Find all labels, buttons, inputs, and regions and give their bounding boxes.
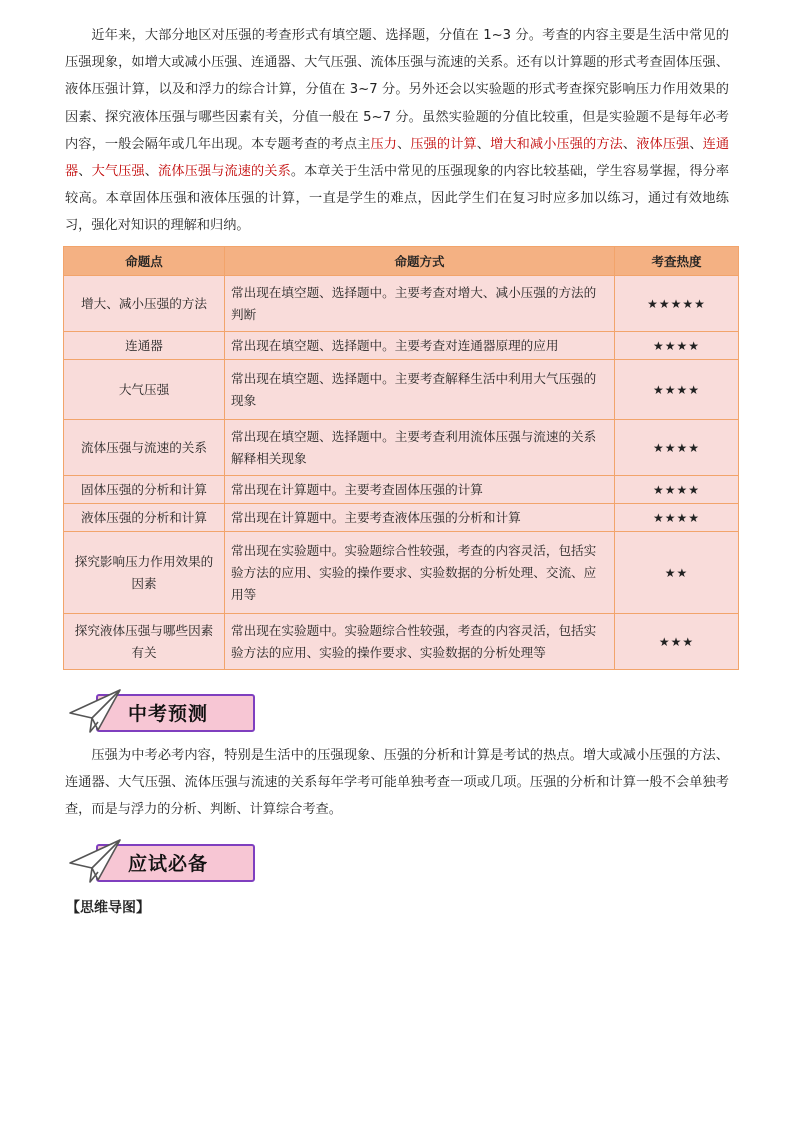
keypoint-sep-3: 、 [622, 136, 637, 152]
table-row [64, 360, 739, 420]
row-method: 常出现在计算题中。主要考查液体压强的分析和计算 [225, 504, 615, 532]
keypoint-sep-4: 、 [689, 136, 703, 152]
table-row [64, 420, 739, 476]
keypoint-sep-1: 、 [397, 136, 411, 152]
keypoint-3: 增大和减小压强的方法 [490, 136, 623, 152]
keypoint-5: 连通器 [65, 136, 730, 180]
row-method: 常出现在实验题中。实验题综合性较强，考查的内容灵活，包括实验方法的应用、实验的操作要求、实验数据的分析处理、交流、应用等 [225, 532, 615, 614]
keypoint-sep-2: 、 [476, 136, 491, 152]
row-heat: ★★★★ [615, 360, 739, 420]
row-heat: ★★★★★ [615, 276, 739, 332]
row-point: 探究影响压力作用效果的因素 [64, 532, 225, 614]
row-heat: ★★ [615, 532, 739, 614]
table-row [64, 532, 739, 614]
row-point: 流体压强与流速的关系 [64, 420, 225, 476]
header-heat: 考查热度 [615, 247, 739, 276]
row-point: 固体压强的分析和计算 [64, 476, 225, 504]
row-method: 常出现在填空题、选择题中。主要考查解释生活中利用大气压强的现象 [225, 360, 615, 420]
row-method: 常出现在填空题、选择题中。主要考查对连通器原理的应用 [225, 332, 615, 360]
table-row [64, 276, 739, 332]
section-banner-forecast [68, 686, 258, 738]
section-banner-prep [68, 836, 258, 888]
row-heat: ★★★★ [615, 332, 739, 360]
table-row [64, 614, 739, 670]
keypoint-6: 大气压强 [91, 164, 145, 180]
section-title-forecast: 中考预测 [128, 703, 209, 725]
exam-topics-table [63, 246, 739, 670]
header-point: 命题点 [64, 247, 225, 276]
table-header-row [64, 247, 739, 276]
paper-plane-icon [68, 686, 128, 738]
row-method: 常出现在实验题中。实验题综合性较强，考查的内容灵活，包括实验方法的应用、实验的操作要求、实验数据的分析处理等 [225, 614, 615, 670]
table-row [64, 332, 739, 360]
paper-plane-icon [68, 836, 128, 888]
row-method: 常出现在计算题中。主要考查固体压强的计算 [225, 476, 615, 504]
section-title-prep: 应试必备 [128, 853, 209, 875]
row-point: 增大、减小压强的方法 [64, 276, 225, 332]
row-heat: ★★★★ [615, 476, 739, 504]
mindmap-label: 【思维导图】 [66, 900, 150, 916]
keypoint-2: 压强的计算 [410, 136, 477, 152]
row-heat: ★★★ [615, 614, 739, 670]
row-point: 连通器 [64, 332, 225, 360]
header-method: 命题方式 [225, 247, 615, 276]
keypoint-1: 压力 [370, 136, 398, 152]
keypoint-sep-6: 、 [144, 164, 159, 180]
keypoint-7: 流体压强与流速的关系 [158, 164, 291, 180]
forecast-paragraph: 压强为中考必考内容，特别是生活中的压强现象、压强的分析和计算是考试的热点。增大或减小压强的方法、连通器、大气压强、流体压强与流速的关系每年学考可能单独考查一项或几项。压强的分析和计算一般不会单独考查，而是与浮力的分析、判断、计算综合考查。 [65, 748, 729, 818]
row-method: 常出现在填空题、选择题中。主要考查对增大、减小压强的方法的判断 [225, 276, 615, 332]
row-heat: ★★★★ [615, 504, 739, 532]
row-method: 常出现在填空题、选择题中。主要考查利用流体压强与流速的关系解释相关现象 [225, 420, 615, 476]
table-row [64, 504, 739, 532]
row-point: 探究液体压强与哪些因素有关 [64, 614, 225, 670]
row-point: 大气压强 [64, 360, 225, 420]
intro-paragraph [65, 22, 729, 240]
row-point: 液体压强的分析和计算 [64, 504, 225, 532]
intro-text-1: 近年来，大部分地区对压强的考查形式有填空题、选择题，分值在 1~3 分。考查的内容主要是生活中常见的压强现象，如增大或减小压强、连通器、大气压强、流体压强与流速的关系。还有以计算题的形式考查固体压强、液体压强计算，以及和浮力的综合计算，分值在 3~7 分。另外还会以实验题的形式考查探究影响压力作用效果的因素、探究液体压强与哪些因素有关，分值一般在 5~7 分。虽然实验题的分值比较重，但是实验题不是每年必考内容，一般会隔年或几年出现。本专题考查的考点主 [65, 28, 729, 152]
row-heat: ★★★★ [615, 420, 739, 476]
intro-text-2: 。本章关于生活中常见的压强现象的内容比较基础，学生容易掌握，得分率较高。本章固体压强和液体压强的计算，一直是学生的难点，因此学生们在复习时应多加以练习，通过有效地练习，强化对知识的理解和归纳。 [65, 164, 730, 234]
keypoint-sep-5: 、 [78, 164, 92, 180]
keypoint-4: 液体压强 [636, 136, 690, 152]
table-row [64, 476, 739, 504]
